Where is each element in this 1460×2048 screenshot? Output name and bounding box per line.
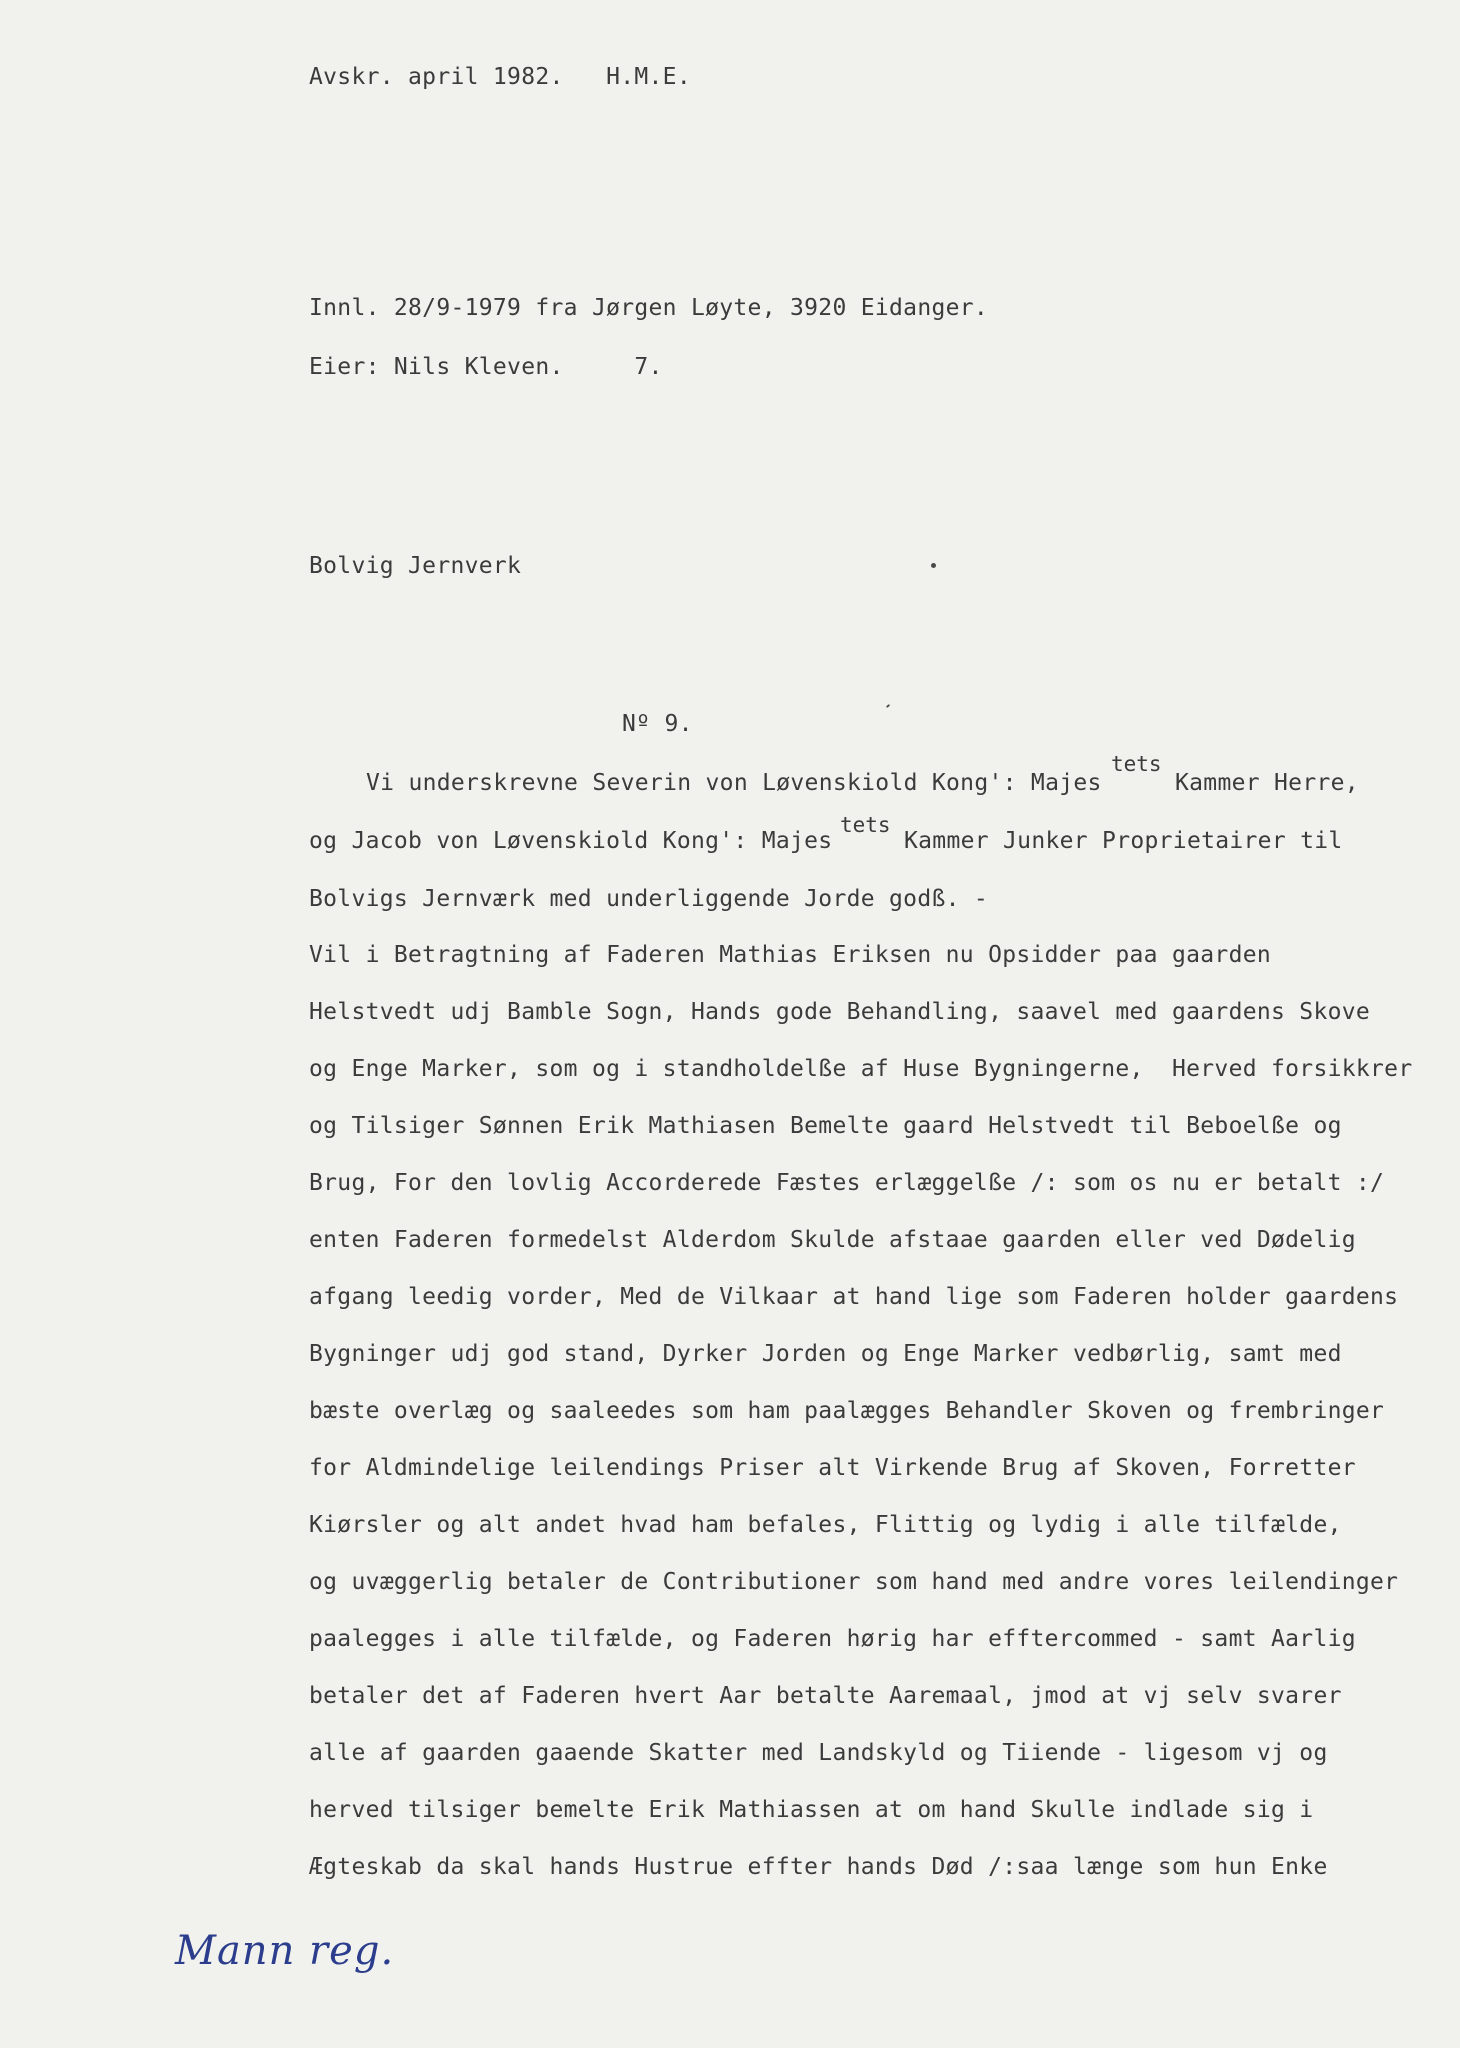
body-line-1: Vi underskrevne Severin von Løvenskiold Kong': Majes <box>366 770 1102 796</box>
body-line: enten Faderen formedelst Alderdom Skulde afstaae gaarden eller ved Dødelig <box>309 1227 1356 1253</box>
body-line: og Tilsiger Sønnen Erik Mathiasen Bemelte gaard Helstvedt til Beboelße og <box>309 1113 1342 1139</box>
speck <box>931 563 936 568</box>
body-line: paalegges i alle tilfælde, og Faderen hørig har efftercommed - samt Aarlig <box>309 1626 1356 1652</box>
body-line: betaler det af Faderen hvert Aar betalte Aaremaal, jmod at vj selv svarer <box>309 1683 1342 1709</box>
body-line: bæste overlæg og saaleedes som ham paalægges Behandler Skoven og frembringer <box>309 1398 1385 1424</box>
body-line: alle af gaarden gaaende Skatter med Landskyld og Tiiende - ligesom vj og <box>309 1740 1328 1766</box>
body-line: Brug, For den lovlig Accorderede Fæstes erlæggelße /: som os nu er betalt :/ <box>309 1170 1385 1196</box>
body-line: herved tilsiger bemelte Erik Mathiassen at om hand Skulle indlade sig i <box>309 1797 1314 1823</box>
body-line: Kiørsler og alt andet hvad ham befales, Flittig og lydig i alle tilfælde, <box>309 1512 1342 1538</box>
owner-line: Eier: Nils Kleven. 7. <box>309 354 663 380</box>
body-line: og Enge Marker, som og i standholdelße af Huse Bygningerne, Herved forsikkrer <box>309 1056 1413 1082</box>
transcription-note: Avskr. april 1982. H.M.E. <box>309 64 691 90</box>
body-line-2-end: Kammer Junker Proprietairer til <box>904 828 1343 854</box>
body-line-1-end: Kammer Herre, <box>1175 770 1359 796</box>
handwritten-annotation: Mann reg. <box>175 1928 395 1974</box>
body-line: Bolvigs Jernværk med underliggende Jorde godß. - <box>309 886 989 912</box>
body-line: for Aldmindelige leilendings Priser alt Virkende Brug af Skoven, Forretter <box>309 1455 1356 1481</box>
body-line: afgang leedig vorder, Med de Vilkaar at hand lige som Faderen holder gaardens <box>309 1284 1399 1310</box>
document-number: Nº 9. <box>622 711 693 737</box>
body-line: og uvæggerlig betaler de Contributioner som hand med andre vores leilendinger <box>309 1569 1399 1595</box>
speck <box>886 704 890 708</box>
superscript-tets: tets <box>840 813 891 837</box>
received-line: Innl. 28/9-1979 fra Jørgen Løyte, 3920 Eidanger. <box>309 295 989 321</box>
body-line: Helstvedt udj Bamble Sogn, Hands gode Behandling, saavel med gaardens Skove <box>309 999 1371 1025</box>
body-line-2: og Jacob von Løvenskiold Kong': Majes <box>309 828 833 854</box>
superscript-tets: tets <box>1111 752 1162 776</box>
body-line: Ægteskab da skal hands Hustrue effter hands Død /:saa længe som hun Enke <box>309 1854 1328 1880</box>
place-heading: Bolvig Jernverk <box>309 553 522 579</box>
body-line: Bygninger udj god stand, Dyrker Jorden og Enge Marker vedbørlig, samt med <box>309 1341 1342 1367</box>
body-line: Vil i Betragtning af Faderen Mathias Eriksen nu Opsidder paa gaarden <box>309 942 1272 968</box>
